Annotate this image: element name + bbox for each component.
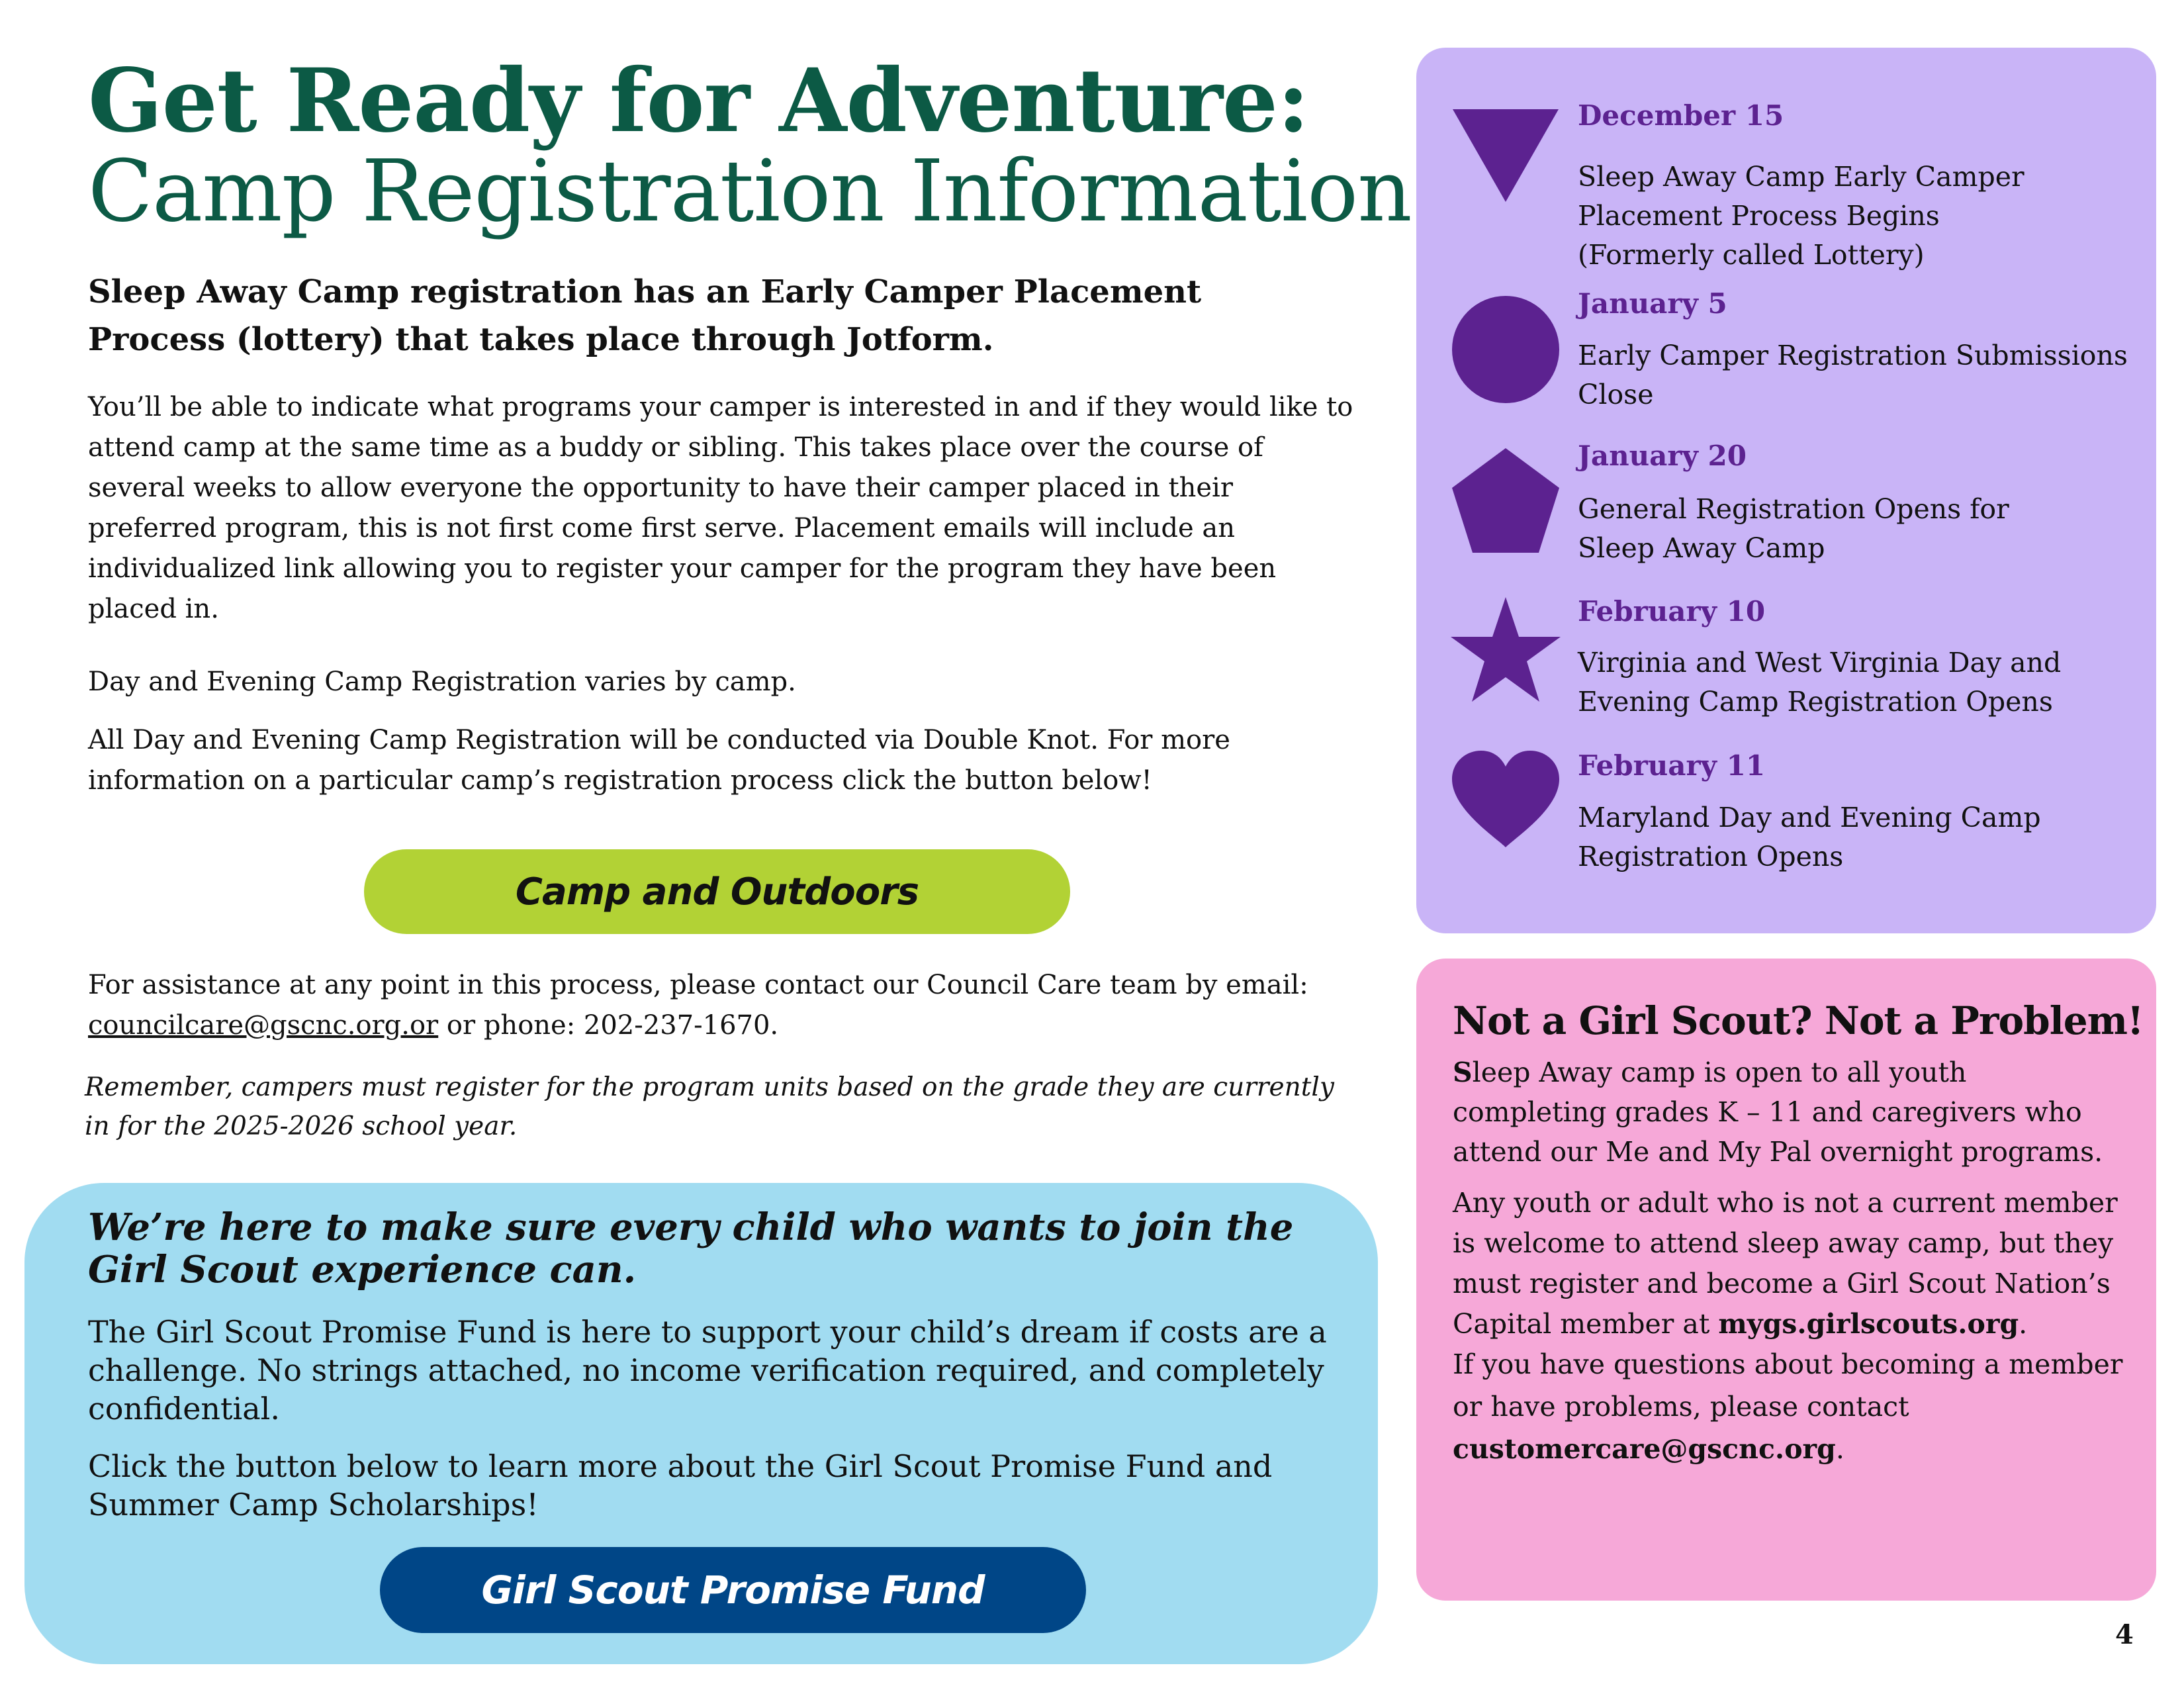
deadline-date: February 10 <box>1578 595 1766 628</box>
assist-text-before: For assistance at any point in this process, please contact our Council Care team by email: <box>88 970 1308 1000</box>
promise-fund-cta-text: Click the button below to learn more about the Girl Scout Promise Fund and Summer Camp Scholarships! <box>88 1448 1273 1523</box>
promise-fund-heading: We’re here to make sure every child who wants to join the Girl Scout experience can. <box>88 1205 1294 1291</box>
deadline-date: February 11 <box>1578 749 1766 782</box>
page-number: 4 <box>2115 1619 2134 1650</box>
circle-icon <box>1449 293 1562 406</box>
grade-reminder: Remember, campers must register for the program units based on the grade they are currently in for the 2025-2026 school year. <box>85 1072 1334 1141</box>
page-subtitle: Camp Registration Information <box>88 142 1412 241</box>
camp-and-outdoors-button[interactable] <box>364 849 1070 934</box>
councilcare-email-link[interactable]: councilcare@gscnc.org.or <box>88 1010 439 1041</box>
day-camp-paragraph: Day and Evening Camp Registration varies by camp. <box>88 667 796 697</box>
triangle-icon <box>1449 106 1562 205</box>
heart-icon <box>1449 749 1562 849</box>
promise-fund-button[interactable] <box>380 1547 1086 1633</box>
customercare-email-link[interactable]: customercare@gscnc.org <box>1453 1433 1836 1465</box>
placement-paragraph: You’ll be able to indicate what programs your camper is interested in and if they would like to attend camp at the same time as a buddy or sibling. This takes place over the course of several weeks to allow everyone the opportunity to have their camper placed in their preferred program, this is not first come first serve. Placement emails will include an individualized link allowing you to register your camper for the program they have been placed in. <box>88 392 1353 624</box>
lead-paragraph: Sleep Away Camp registration has an Early Camper Placement Process (lottery) that takes place through Jotform. <box>88 273 1202 358</box>
assist-text-after: or phone: 202-237-1670. <box>438 1010 779 1041</box>
deadline-date: January 20 <box>1578 440 1747 472</box>
deadline-description: Early Camper Registration Submissions Close <box>1578 340 2128 410</box>
deadline-description: Maryland Day and Evening Camp Registration Opens <box>1578 802 2041 872</box>
promise-fund-button-label: Girl Scout Promise Fund <box>481 1568 985 1613</box>
star-icon <box>1449 596 1562 705</box>
promise-fund-paragraph: The Girl Scout Promise Fund is here to support your child’s dream if costs are a challenge. No strings attached, no income verification required, and completely confidential. <box>88 1314 1327 1427</box>
deadline-description: Sleep Away Camp Early Camper Placement Process Begins (Formerly called Lottery) <box>1578 161 2025 271</box>
pentagon-icon <box>1449 447 1562 556</box>
mygs-link[interactable]: mygs.girlscouts.org <box>1718 1308 2019 1340</box>
deadline-date: December 15 <box>1578 99 1784 132</box>
assistance-paragraph <box>88 965 1365 1046</box>
double-knot-paragraph: All Day and Evening Camp Registration will be conducted via Double Knot. For more information on a particular camp’s registration process click the button below! <box>88 725 1230 796</box>
not-a-girl-scout-heading: Not a Girl Scout? Not a Problem! <box>1453 998 2144 1043</box>
camp-button-label: Camp and Outdoors <box>515 870 919 914</box>
deadline-description: General Registration Opens for Sleep Away Camp <box>1578 493 2009 564</box>
page-title: Get Ready for Adventure: <box>88 50 1309 152</box>
deadline-date: January 5 <box>1578 287 1727 320</box>
deadline-description: Virginia and West Virginia Day and Evening Camp Registration Opens <box>1578 647 2062 718</box>
membership-paragraph: Any youth or adult who is not a current member is welcome to attend sleep away camp, but they must register and become a Girl Scout Nation’s Capital member at mygs.girlscouts.org. <box>1453 1187 2118 1340</box>
questions-paragraph: If you have questions about becoming a member or have problems, please contact customercare@gscnc.org. <box>1453 1348 2123 1465</box>
open-to-all-paragraph: Sleep Away camp is open to all youth completing grades K – 11 and caregivers who attend our Me and My Pal overnight programs. <box>1453 1056 2103 1168</box>
